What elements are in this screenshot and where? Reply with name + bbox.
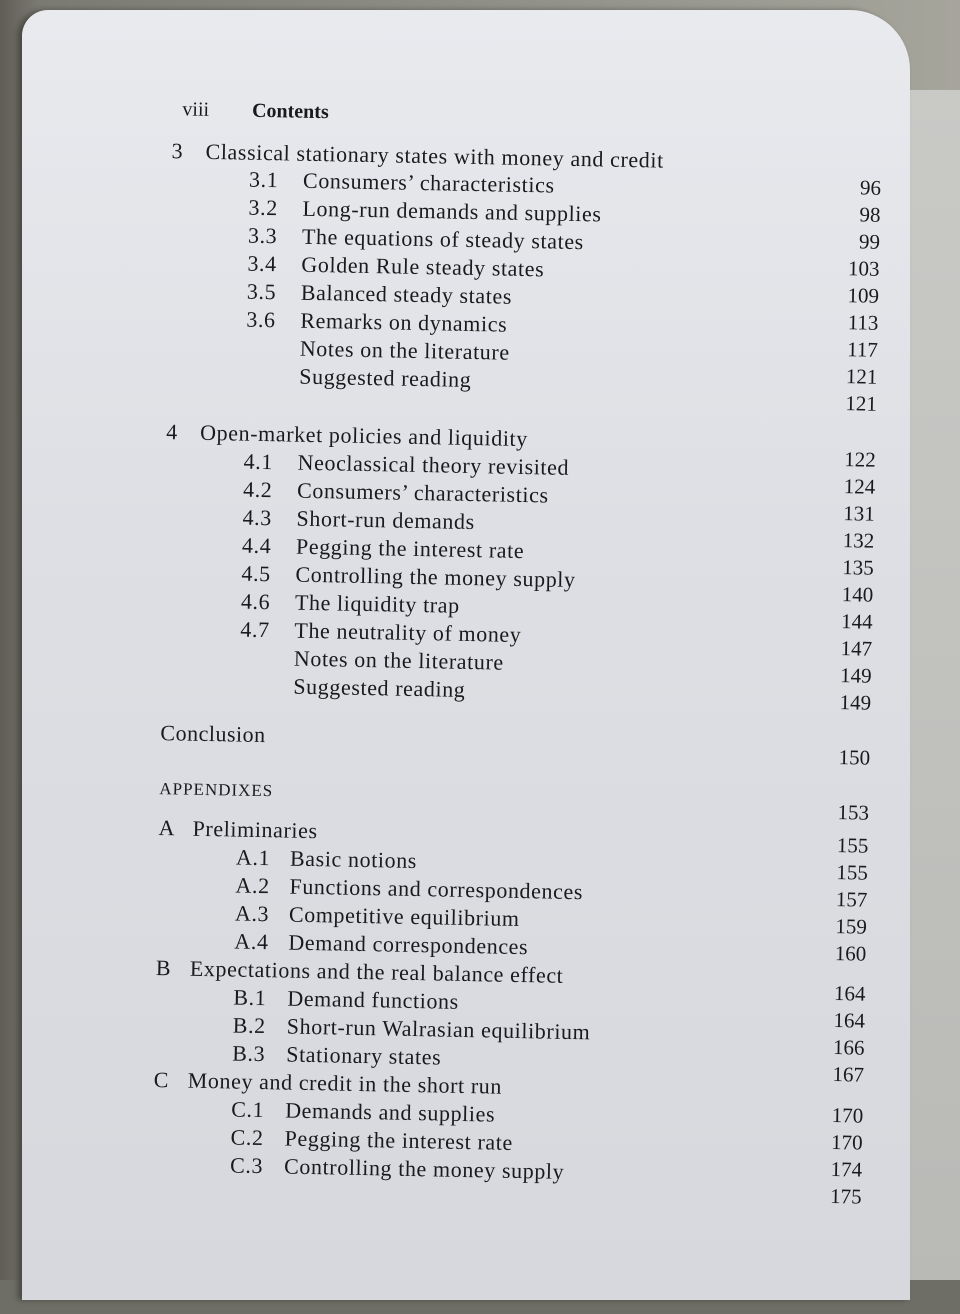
toc-entry: 4.6 The liquidity trap <box>240 588 460 618</box>
page-number: 155 <box>836 860 869 885</box>
appendix-heading: C Money and credit in the short run <box>153 1067 503 1099</box>
toc-entry: A.3 Competitive equilibrium <box>234 900 520 932</box>
toc-entry: B.2 Short-run Walrasian equilibrium <box>232 1012 591 1045</box>
contents-page <box>0 7 912 1314</box>
toc-entry: C.1 Demands and supplies <box>230 1096 496 1127</box>
toc-entry: Notes on the literature <box>299 335 510 365</box>
page-number: 103 <box>847 256 880 281</box>
toc-entry: B.3 Stationary states <box>232 1040 442 1070</box>
toc-entry: Notes on the literature <box>293 645 504 675</box>
toc-entry: 3.4 Golden Rule steady states <box>247 250 545 282</box>
page-number: 132 <box>842 528 875 553</box>
page-number: 140 <box>841 582 874 607</box>
toc-entry: 3.6 Remarks on dynamics <box>246 306 508 337</box>
toc-entry: 3.1 Consumers’ characteristics <box>248 166 555 198</box>
page-number: 159 <box>835 914 868 939</box>
toc-entry: 4.2 Consumers’ characteristics <box>242 476 549 508</box>
toc-entry: 4.4 Pegging the interest rate <box>241 532 525 564</box>
page-number: 147 <box>840 636 873 661</box>
toc-entry: 4.3 Short-run demands <box>242 504 476 535</box>
page-number: 121 <box>845 364 878 389</box>
page-folio: viii <box>182 98 210 121</box>
toc-entry: 4.5 Controlling the money supply <box>241 560 576 593</box>
page-number: 166 <box>832 1035 865 1060</box>
toc-entry: C.2 Pegging the interest rate <box>230 1124 514 1155</box>
page-number: 149 <box>839 663 872 688</box>
chapter-heading: 4 Open-market policies and liquidity <box>165 419 529 452</box>
toc-entry: 4.1 Neoclassical theory revisited <box>243 448 570 480</box>
page-number: 109 <box>847 283 880 308</box>
page-number: 153 <box>837 800 870 825</box>
page-number: 175 <box>829 1184 862 1209</box>
running-header <box>182 98 329 124</box>
page-number: 155 <box>836 833 869 858</box>
conclusion-heading: Conclusion <box>160 720 266 748</box>
toc-entry: 4.7 The neutrality of money <box>240 616 522 647</box>
book-page <box>22 10 910 1300</box>
running-title: Contents <box>251 99 329 124</box>
page-number: 124 <box>843 474 876 499</box>
page-number: 135 <box>842 555 874 580</box>
toc-entry: 3.5 Balanced steady states <box>246 278 513 309</box>
page-number: 149 <box>839 690 872 715</box>
page-number: 170 <box>831 1103 864 1128</box>
page-number: 174 <box>830 1157 863 1182</box>
appendix-heading: B Expectations and the real balance effect <box>155 955 564 988</box>
page-number: 96 <box>859 175 882 200</box>
toc-entry: C.3 Controlling the money supply <box>229 1152 565 1184</box>
page-number: 164 <box>833 981 866 1006</box>
chapter-heading: 3 Classical stationary states with money and credit <box>171 138 665 173</box>
page-number: 121 <box>845 391 878 416</box>
page-number: 164 <box>833 1008 866 1033</box>
appendixes-label: APPENDIXES <box>159 779 274 801</box>
page-number: 117 <box>846 337 879 362</box>
page-number: 98 <box>859 202 881 227</box>
toc-entry: B.1 Demand functions <box>233 984 460 1014</box>
toc-entry: 3.2 Long-run demands and supplies <box>248 194 602 227</box>
appendix-heading: A Preliminaries <box>158 815 318 844</box>
page-number: 150 <box>838 745 871 770</box>
page-number: 167 <box>832 1062 865 1087</box>
page-number: 131 <box>843 501 875 526</box>
page-number: 157 <box>835 887 868 912</box>
toc-entry: A.2 Functions and correspondences <box>235 872 584 905</box>
toc-entry: A.4 Demand correspondences <box>234 928 529 960</box>
page-number: 160 <box>834 941 867 966</box>
toc-entry: A.1 Basic notions <box>235 844 418 874</box>
page-number: 113 <box>847 310 879 335</box>
toc-entry: Suggested reading <box>293 673 466 702</box>
toc-entry: Suggested reading <box>299 363 472 392</box>
page-number: 144 <box>840 609 873 634</box>
page-number: 99 <box>858 229 881 254</box>
page-number: 170 <box>830 1130 863 1155</box>
page-number: 122 <box>844 447 877 472</box>
toc-entry: 3.3 The equations of steady states <box>247 222 585 255</box>
